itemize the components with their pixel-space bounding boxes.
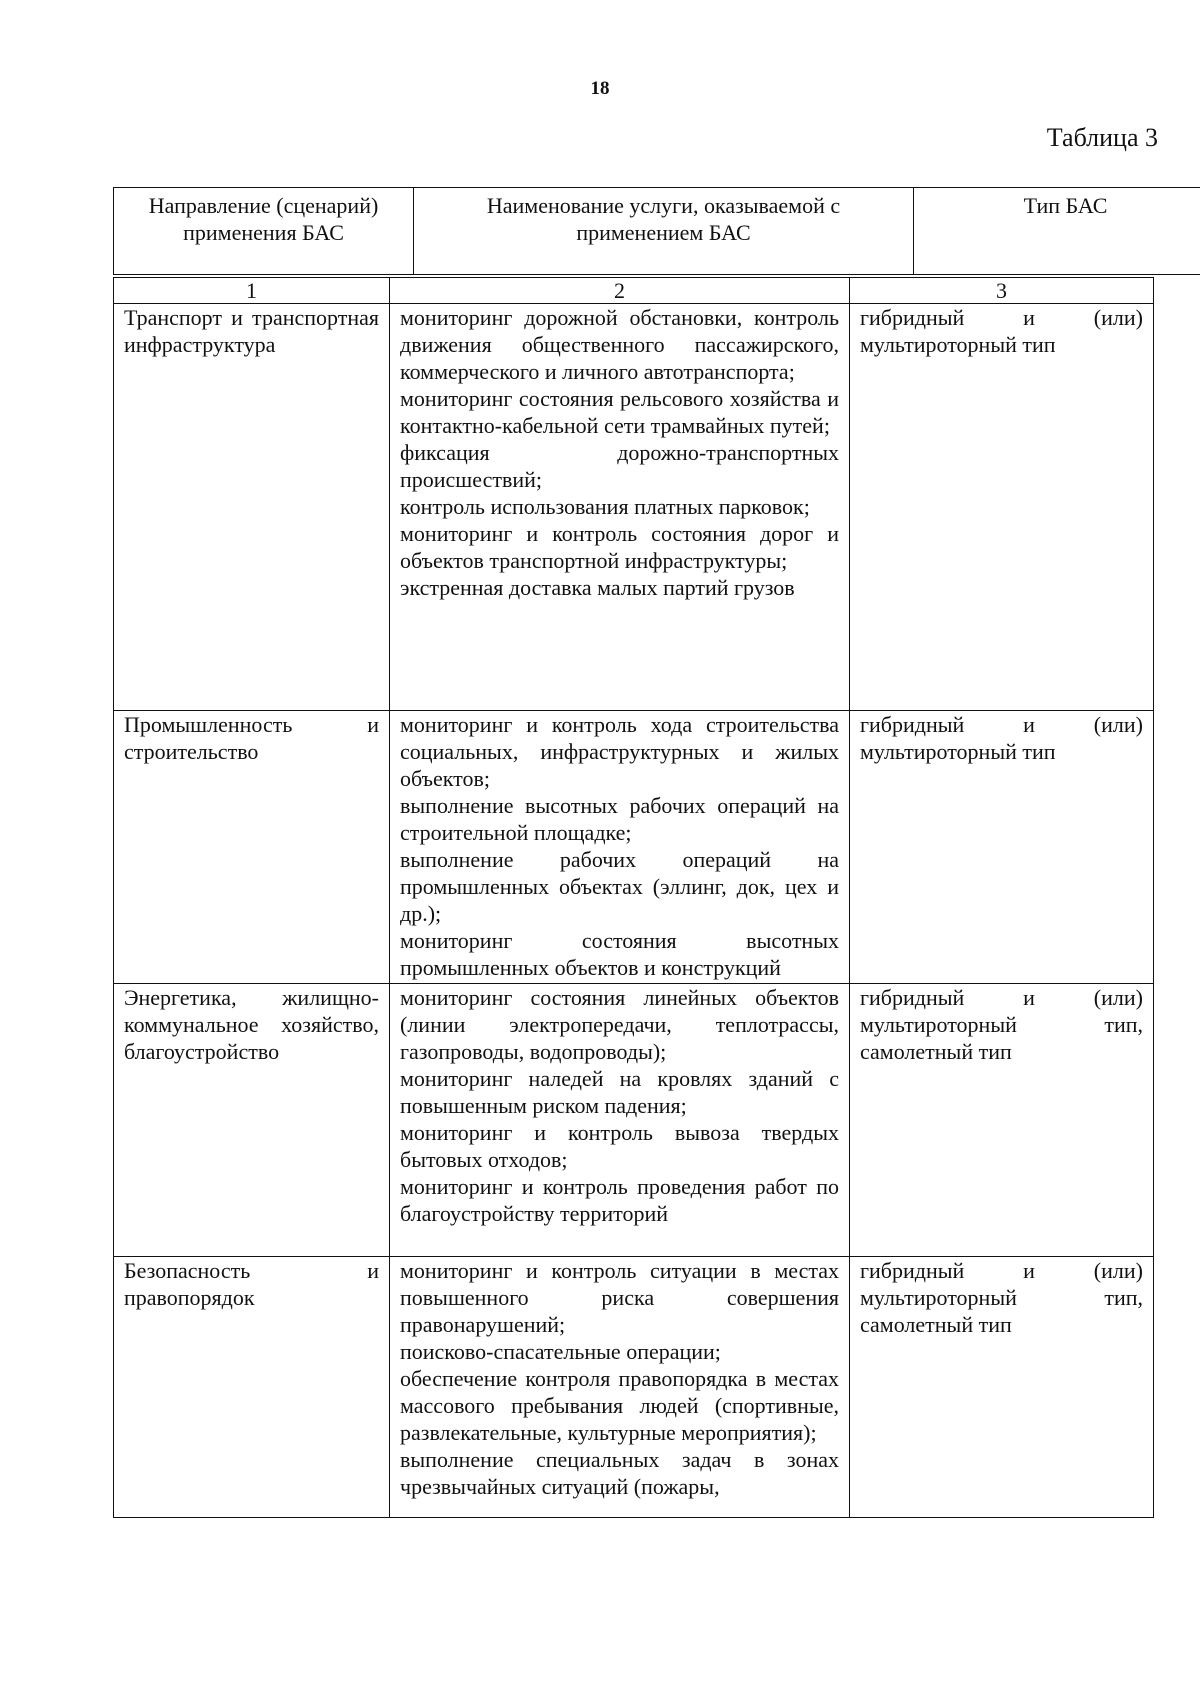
service-item: мониторинг состояния высотных промышленных объектов и конструкций: [400, 928, 839, 980]
service-item: мониторинг и контроль хода строительства социальных, инфраструктурных и жилых объектов;: [400, 712, 839, 791]
type-cell: гибридный и (или) мультироторный тип, самолетный тип: [850, 984, 1154, 1257]
service-item: выполнение рабочих операций на промышленных объектах (эллинг, док, цех и др.);: [400, 847, 839, 926]
services-table: [113, 277, 1154, 1518]
service-item: обеспечение контроля правопорядка в местах массового пребывания людей (спортивные, развлекательные, культурные мероприятия);: [400, 1366, 839, 1445]
header-service: Наименование услуги, оказываемой с применением БАС: [414, 188, 914, 275]
table-row: [114, 711, 1154, 984]
type-cell: гибридный и (или) мультироторный тип, самолетный тип: [850, 1257, 1154, 1518]
column-number-row: [114, 278, 1154, 304]
service-item: мониторинг и контроль вывоза твердых бытовых отходов;: [400, 1120, 839, 1172]
direction-cell: Безопасность и правопорядок: [114, 1257, 390, 1518]
services-cell: [390, 984, 850, 1257]
service-item: фиксация дорожно-транспортных происшествий;: [400, 440, 839, 492]
services-cell: [390, 711, 850, 984]
service-item: выполнение специальных задач в зонах чрезвычайных ситуаций (пожары,: [400, 1447, 839, 1499]
header-type: Тип БАС: [914, 188, 1200, 275]
service-item: экстренная доставка малых партий грузов: [400, 575, 795, 600]
service-item: мониторинг и контроль состояния дорог и объектов транспортной инфраструктуры;: [400, 521, 839, 573]
service-item: мониторинг и контроль ситуации в местах повышенного риска совершения правонарушений;: [400, 1258, 839, 1337]
service-item: мониторинг дорожной обстановки, контроль движения общественного пассажирского, коммерческого и личного автотранспорта;: [400, 305, 839, 384]
direction-cell: Транспорт и транспортная инфраструктура: [114, 304, 390, 711]
table-header: [113, 187, 1200, 275]
service-item: мониторинг наледей на кровлях зданий с повышенным риском падения;: [400, 1066, 839, 1118]
service-item: поисково-спасательные операции;: [400, 1339, 721, 1364]
column-number-2: 2: [390, 278, 850, 304]
table-row: [114, 984, 1154, 1257]
service-item: мониторинг состояния линейных объектов (линии электропередачи, теплотрассы, газопроводы, водопроводы);: [400, 985, 839, 1064]
column-number-3: 3: [850, 278, 1154, 304]
type-cell: гибридный и (или) мультироторный тип: [850, 304, 1154, 711]
service-item: мониторинг состояния рельсового хозяйства и контактно-кабельной сети трамвайных путей;: [400, 386, 839, 438]
column-number-1: 1: [114, 278, 390, 304]
services-cell: [390, 304, 850, 711]
header-direction: Направление (сценарий) применения БАС: [114, 188, 414, 275]
direction-cell: Энергетика, жилищно-коммунальное хозяйство, благоустройство: [114, 984, 390, 1257]
table-row: [114, 304, 1154, 711]
page-number: 18: [590, 78, 610, 99]
table-row: [114, 1257, 1154, 1518]
table-caption: Таблица 3: [1046, 123, 1158, 152]
service-item: мониторинг и контроль проведения работ по благоустройству территорий: [400, 1174, 839, 1226]
services-cell: [390, 1257, 850, 1518]
type-cell: гибридный и (или) мультироторный тип: [850, 711, 1154, 984]
service-item: выполнение высотных рабочих операций на строительной площадке;: [400, 793, 839, 845]
direction-cell: Промышленность и строительство: [114, 711, 390, 984]
service-item: контроль использования платных парковок;: [400, 494, 810, 519]
